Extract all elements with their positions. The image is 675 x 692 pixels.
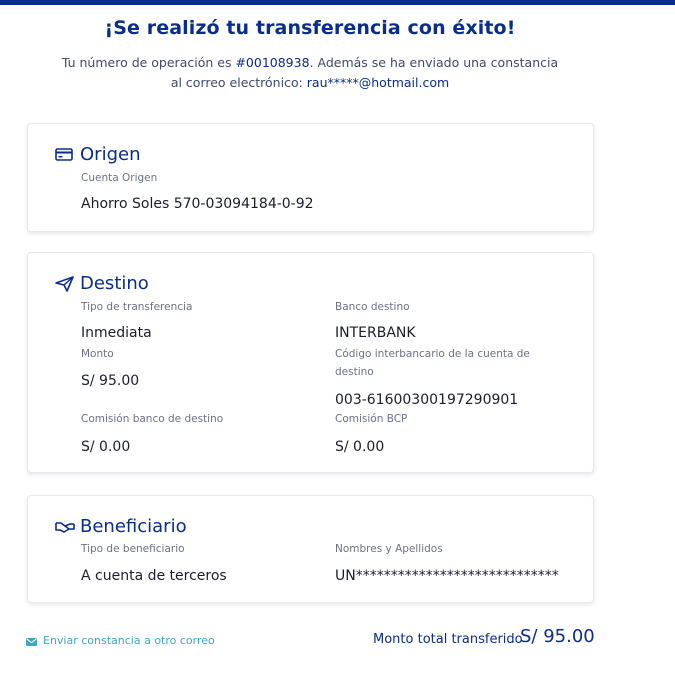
paper-plane-icon — [55, 275, 75, 293]
beneficiary-type-label: Tipo de beneficiario — [81, 543, 185, 555]
operation-text-prefix: Tu número de operación es — [61, 55, 236, 70]
beneficiario-title: Beneficiario — [80, 516, 187, 537]
bcp-fee-label: Comisión BCP — [335, 413, 408, 425]
destino-header — [55, 273, 149, 294]
amount-label: Monto — [81, 348, 114, 360]
destino-title: Destino — [80, 273, 149, 294]
page-title: ¡Se realizó tu transferencia con éxito! — [104, 17, 516, 39]
card-icon — [55, 146, 75, 164]
top-accent-bar — [0, 0, 675, 5]
envelope-icon — [26, 631, 37, 650]
beneficiary-type-value: A cuenta de terceros — [81, 568, 227, 584]
beneficiary-name-label: Nombres y Apellidos — [335, 543, 443, 555]
beneficiary-name-value: UN***************************** — [335, 568, 559, 584]
total-amount-value: S/ 95.00 — [520, 626, 595, 647]
destination-fee-value: S/ 0.00 — [81, 439, 131, 455]
confirmation-message — [60, 53, 560, 93]
send-receipt-link[interactable] — [26, 631, 215, 650]
beneficiario-card — [27, 495, 594, 603]
transfer-type-value: Inmediata — [81, 325, 152, 341]
cci-value: 003-61600300197290901 — [335, 392, 519, 408]
destination-fee-label: Comisión banco de destino — [81, 413, 224, 425]
beneficiario-header — [55, 516, 187, 537]
send-receipt-link-label[interactable]: Enviar constancia a otro correo — [43, 634, 215, 647]
operation-number: #00108938 — [235, 55, 310, 70]
handshake-icon — [55, 518, 75, 536]
bank-destination-label: Banco destino — [335, 301, 410, 313]
amount-value: S/ 95.00 — [81, 373, 140, 389]
origen-header — [55, 144, 140, 165]
bank-destination-value: INTERBANK — [335, 325, 416, 341]
origen-account-value: Ahorro Soles 570-03094184-0-92 — [81, 196, 314, 212]
destino-card — [27, 252, 594, 473]
origen-card — [27, 123, 594, 232]
origen-title: Origen — [80, 144, 141, 165]
transfer-type-label: Tipo de transferencia — [81, 301, 193, 313]
total-amount-label: Monto total transferido — [373, 632, 523, 647]
notification-email: rau*****@hotmail.com — [306, 75, 450, 90]
operation-text-mid: . Además se ha enviado una constancia al correo electrónico: — [170, 55, 559, 90]
bcp-fee-value: S/ 0.00 — [335, 439, 385, 455]
cci-label: Código interbancario de la cuenta de destino — [335, 348, 530, 378]
origen-account-label: Cuenta Origen — [81, 172, 158, 184]
